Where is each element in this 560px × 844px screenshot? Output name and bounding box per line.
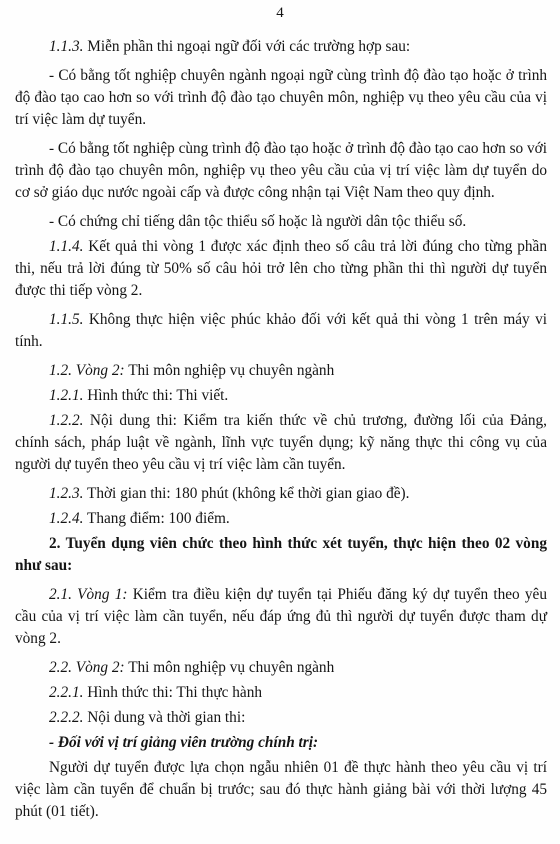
paragraph-text: Thang điểm: 100 điểm. bbox=[83, 510, 230, 527]
paragraph-text: Kiểm tra điều kiện dự tuyển tại Phiếu đăng ký dự tuyển theo yêu cầu của vị trí việc làm cần tuyển, nếu đáp ứng đủ thì người dự tuyển được tham dự vòng 2. bbox=[15, 586, 547, 647]
paragraph bbox=[15, 65, 547, 131]
paragraph-text: - Có chứng chỉ tiếng dân tộc thiểu số hoặc là người dân tộc thiểu số. bbox=[49, 213, 467, 230]
paragraph-number: 2.2.2. bbox=[49, 709, 84, 726]
paragraph bbox=[15, 309, 547, 353]
paragraph bbox=[15, 36, 547, 58]
paragraph-text: Thi môn nghiệp vụ chuyên ngành bbox=[124, 362, 335, 379]
paragraph bbox=[15, 236, 547, 302]
paragraph-number: 1.2.1. bbox=[49, 387, 84, 404]
paragraph bbox=[15, 732, 547, 754]
paragraph bbox=[15, 211, 547, 233]
paragraph-number: 1.2.4. bbox=[49, 510, 84, 527]
paragraph-number: 1.2.3. bbox=[49, 485, 84, 502]
paragraph-number: 1.1.4. bbox=[49, 238, 84, 255]
paragraph-text: - Có bằng tốt nghiệp cùng trình độ đào tạo hoặc ở trình độ đào tạo cao hơn so với trình độ đào tạo chuyên môn, nghiệp vụ theo yêu cầu của vị trí việc làm dự tuyển do cơ sở giáo dục nước ngoài cấp và được công nhận tại Việt Nam theo quy định. bbox=[15, 140, 547, 201]
paragraph-text: Nội dung thi: Kiểm tra kiến thức về chủ trương, đường lối của Đảng, chính sách, pháp luật về ngành, lĩnh vực tuyển dụng; kỹ năng thực thi công vụ của người dự tuyển theo yêu cầu vị trí việc làm cần tuyển. bbox=[15, 412, 547, 473]
paragraph-number: 1.1.5. bbox=[49, 311, 84, 328]
paragraph-text: Thời gian thi: 180 phút (không kể thời gian giao đề). bbox=[83, 485, 410, 502]
subsection-heading: - Đối với vị trí giảng viên trường chính trị: bbox=[49, 734, 319, 751]
page-number: 4 bbox=[276, 5, 284, 21]
paragraph-number: 1.1.3. bbox=[49, 38, 84, 55]
paragraph-text: Nội dung và thời gian thi: bbox=[83, 709, 246, 726]
paragraph-number: 1.2. Vòng 2: bbox=[49, 362, 125, 379]
paragraph bbox=[15, 533, 547, 577]
paragraph bbox=[15, 360, 547, 382]
paragraph-text: Không thực hiện việc phúc khảo đối với kết quả thi vòng 1 trên máy vi tính. bbox=[15, 311, 547, 350]
paragraph-text: Kết quả thi vòng 1 được xác định theo số câu trả lời đúng cho từng phần thi, nếu trả lời đúng từ 50% số câu hỏi trở lên cho từng phần thi thì người dự tuyển được thi tiếp vòng 2. bbox=[15, 238, 547, 299]
paragraph bbox=[15, 410, 547, 476]
paragraph-text: Thi môn nghiệp vụ chuyên ngành bbox=[124, 659, 335, 676]
paragraph-text: Miễn phần thi ngoại ngữ đối với các trường hợp sau: bbox=[83, 38, 411, 55]
paragraph-text: Người dự tuyển được lựa chọn ngẫu nhiên 01 đề thực hành theo yêu cầu vị trí việc làm cần tuyển để chuẩn bị trước; sau đó thực hành giảng bài với thời lượng 45 phút (01 tiết). bbox=[15, 759, 547, 820]
paragraph-text: - Có bằng tốt nghiệp chuyên ngành ngoại ngữ cùng trình độ đào tạo hoặc ở trình độ đào tạo cao hơn so với trình độ đào tạo chuyên môn, nghiệp vụ theo yêu cầu của vị trí việc làm dự tuyển. bbox=[15, 67, 547, 128]
paragraph bbox=[15, 757, 547, 823]
paragraph-number: 2.2.1. bbox=[49, 684, 84, 701]
paragraph bbox=[15, 483, 547, 505]
document-body bbox=[15, 36, 547, 830]
paragraph-number: 1.2.2. bbox=[49, 412, 84, 429]
paragraph bbox=[15, 707, 547, 729]
paragraph bbox=[15, 385, 547, 407]
paragraph bbox=[15, 508, 547, 530]
paragraph-number: 2.2. Vòng 2: bbox=[49, 659, 125, 676]
paragraph bbox=[15, 138, 547, 204]
paragraph bbox=[15, 682, 547, 704]
paragraph-text: Hình thức thi: Thi thực hành bbox=[83, 684, 263, 701]
paragraph bbox=[15, 657, 547, 679]
paragraph-number: 2.1. Vòng 1: bbox=[49, 586, 128, 603]
paragraph-text: Hình thức thi: Thi viết. bbox=[83, 387, 229, 404]
section-heading: 2. Tuyển dụng viên chức theo hình thức xét tuyển, thực hiện theo 02 vòng như sau: bbox=[15, 535, 547, 574]
paragraph bbox=[15, 584, 547, 650]
